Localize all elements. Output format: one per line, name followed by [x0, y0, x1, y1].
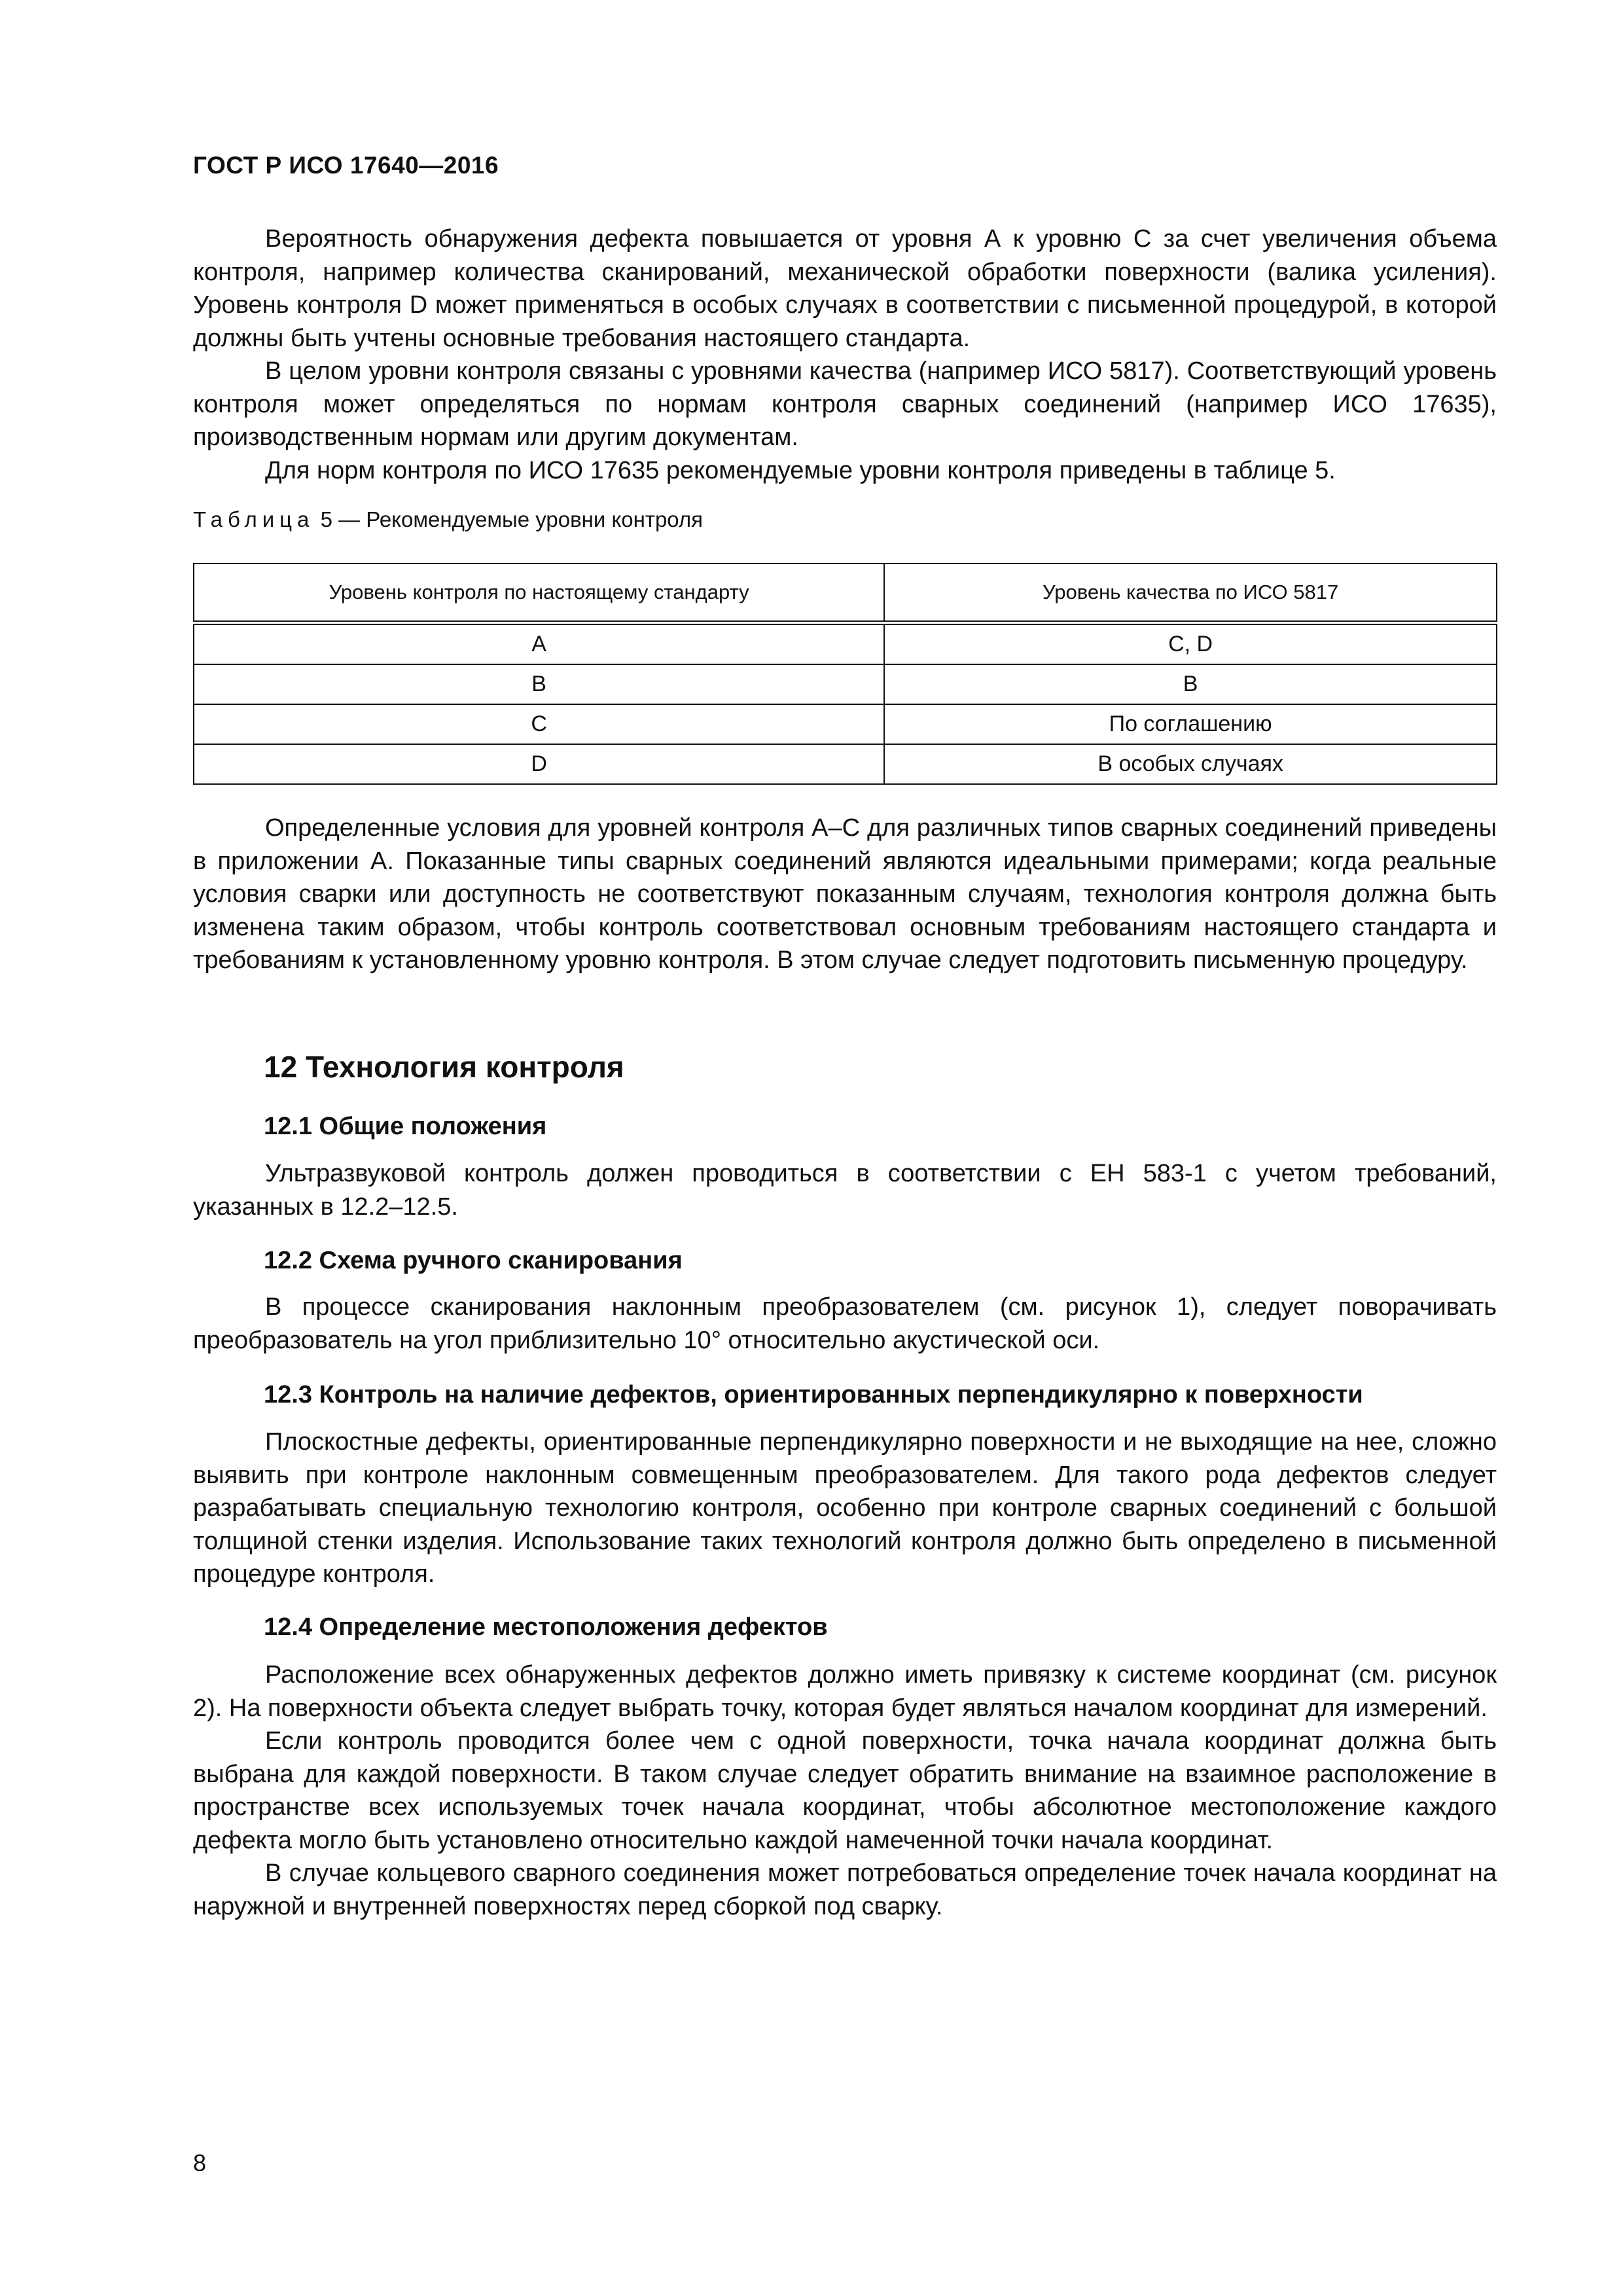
table-cell: D [194, 744, 884, 784]
paragraph: Плоскостные дефекты, ориентированные перпендикулярно поверхности и не выходящие на нее, сложно выявить при контроле наклонным совмещенным преобразователем. Для такого рода дефектов следует разрабатывать специальную технологию контроля, особенно при контроле сварных соединений с большой толщиной стенки изделия. Использование таких технологий контроля должно быть определено в письменной процедуре контроля. [193, 1428, 1497, 1588]
document-header: ГОСТ Р ИСО 17640—2016 [193, 152, 499, 179]
paragraph: Ультразвуковой контроль должен проводиться в соответствии с ЕН 583-1 с учетом требований, указанных в 12.2–12.5. [193, 1160, 1497, 1221]
table-cell: По соглашению [884, 704, 1497, 744]
after-table-text [193, 812, 1497, 977]
paragraph: Расположение всех обнаруженных дефектов должно иметь привязку к системе координат (см. рисунок 2). На поверхности объекта следует выбрать точку, которая будет являться началом координат для измерений. [193, 1661, 1497, 1722]
table-cell: В особых случаях [884, 744, 1497, 784]
table-caption-title: 5 — Рекомендуемые уровни контроля [320, 507, 704, 531]
table-caption [193, 507, 703, 532]
section-heading: 12 Технология контроля [264, 1050, 624, 1084]
table-cell: B [194, 664, 884, 704]
table-cell: A [194, 623, 884, 665]
table-row [194, 704, 1497, 744]
subsection-text [193, 1291, 1497, 1357]
table-cell: C, D [884, 623, 1497, 665]
table-row [194, 623, 1497, 665]
subsection-text [193, 1426, 1497, 1591]
paragraph: Определенные условия для уровней контроля А–С для различных типов сварных соединений приведены в приложении А. Показанные типы сварных соединений являются идеальными примерами; когда реальные условия сварки или доступность не соответствуют показанным случаям, технология контроля должна быть изменена таким образом, чтобы контроль соответствовал основным требованиям настоящего стандарта и требованиям к установленному уровню контроля. В этом случае следует подготовить письменную процедуру. [193, 814, 1497, 974]
subsection-heading: 12.3 Контроль на наличие дефектов, ориентированных перпендикулярно к поверхности [264, 1381, 1363, 1408]
table-row [194, 664, 1497, 704]
paragraph: Если контроль проводится более чем с одной поверхности, точка начала координат должна быть выбрана для каждой поверхности. В таком случае следует обратить внимание на взаимное расположение в пространстве всех используемых точек начала координат, чтобы абсолютное местоположение каждого дефекта могло быть установлено относительно каждой намеченной точки начала координат. [193, 1727, 1497, 1854]
table-caption-label: Таблица [193, 507, 315, 531]
subsection-text [193, 1157, 1497, 1223]
column-header: Уровень контроля по настоящему стандарту [194, 564, 884, 623]
table-header-row [194, 564, 1497, 623]
paragraph: Вероятность обнаружения дефекта повышается от уровня А к уровню С за счет увеличения объема контроля, например количества сканирований, механической обработки поверхности (валика усиления). Уровень контроля D может применяться в особых случаях в соответствии с письменной процедурой, в которой должны быть учтены основные требования настоящего стандарта. [193, 225, 1497, 352]
table-row [194, 744, 1497, 784]
paragraph: В случае кольцевого сварного соединения может потребоваться определение точек начала координат на наружной и внутренней поверхностях перед сборкой под сварку. [193, 1859, 1497, 1920]
table-cell: B [884, 664, 1497, 704]
table-cell: C [194, 704, 884, 744]
subsection-text [193, 1659, 1497, 1923]
subsection-heading: 12.4 Определение местоположения дефектов [264, 1613, 828, 1641]
column-header: Уровень качества по ИСО 5817 [884, 564, 1497, 623]
subsection-heading: 12.2 Схема ручного сканирования [264, 1247, 683, 1274]
page-number: 8 [193, 2149, 207, 2176]
subsection-heading: 12.1 Общие положения [264, 1113, 547, 1140]
paragraph: Для норм контроля по ИСО 17635 рекомендуемые уровни контроля приведены в таблице 5. [265, 456, 1336, 484]
intro-text [193, 223, 1497, 487]
paragraph: В процессе сканирования наклонным преобразователем (см. рисунок 1), следует поворачивать преобразователь на угол приблизительно 10° относительно акустической оси. [193, 1293, 1497, 1354]
levels-table [193, 563, 1497, 785]
paragraph: В целом уровни контроля связаны с уровнями качества (например ИСО 5817). Соответствующий уровень контроля может определяться по нормам контроля сварных соединений (например ИСО 17635), производственным нормам или другим документам. [193, 357, 1497, 451]
